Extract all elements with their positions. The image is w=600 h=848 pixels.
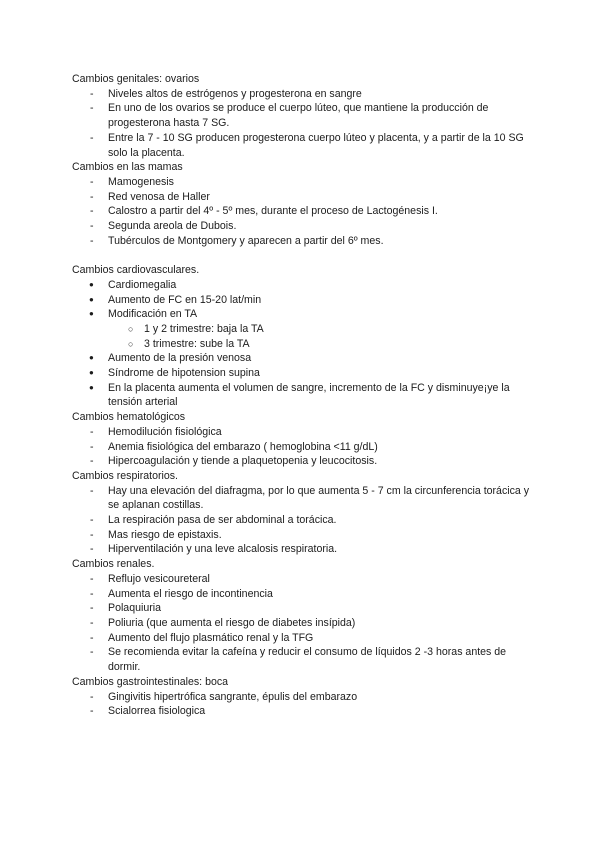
list-item: - Anemia fisiológica del embarazo ( hemoglobina <11 g/dL) [72, 440, 532, 455]
list-item: - Hiperventilación y una leve alcalosis respiratoria. [72, 542, 532, 557]
list-item: - Mas riesgo de epistaxis. [72, 528, 532, 543]
list-item: ● Modificación en TA [72, 307, 532, 322]
list-item: - Polaquiuria [72, 601, 532, 616]
section-heading-genitales: Cambios genitales: ovarios [72, 73, 200, 85]
list-item: ● Cardiomegalia [72, 278, 532, 293]
list-item: - Mamogenesis [72, 175, 532, 190]
list-item: - Tubérculos de Montgomery y aparecen a partir del 6º mes. [72, 234, 532, 249]
list-mamas [72, 175, 532, 249]
section-heading-respiratorios: Cambios respiratorios. [72, 469, 178, 482]
list-item: - Niveles altos de estrógenos y progesterona en sangre [72, 87, 532, 102]
list-item: - Scialorrea fisiologica [72, 704, 532, 719]
document-page [72, 72, 532, 719]
list-item: ● Síndrome de hipotension supina [72, 366, 532, 381]
list-item: - Red venosa de Haller [72, 190, 532, 205]
section-heading-mamas: Cambios en las mamas [72, 161, 183, 174]
section-heading-renales: Cambios renales. [72, 558, 155, 571]
list-item: ● Aumento de la presión venosa [72, 351, 532, 366]
list-item: ● Aumento de FC en 15-20 lat/min [72, 293, 532, 308]
list-gastrointestinales [72, 690, 532, 719]
list-item: - En uno de los ovarios se produce el cuerpo lúteo, que mantiene la producción de progesterona hasta 7 SG. [72, 101, 532, 130]
list-cardiovasculares [72, 278, 532, 322]
list-item: - Calostro a partir del 4º - 5º mes, durante el proceso de Lactogénesis I. [72, 204, 532, 219]
list-item: - Hemodilución fisiológica [72, 425, 532, 440]
list-cardiovasculares-cont [72, 351, 532, 410]
list-item: - Se recomienda evitar la cafeína y reducir el consumo de líquidos 2 -3 horas antes de dormir. [72, 645, 532, 674]
list-hematologicos [72, 425, 532, 469]
list-item: - Gingivitis hipertrófica sangrante, épulis del embarazo [72, 690, 532, 705]
list-item: - Hipercoagulación y tiende a plaquetopenia y leucocitosis. [72, 454, 532, 469]
list-item: - Aumenta el riesgo de incontinencia [72, 587, 532, 602]
section-heading-cardiovasculares: Cambios cardiovasculares. [72, 264, 200, 277]
sub-list-item: ○ 3 trimestre: sube la TA [72, 337, 532, 352]
blank-line [72, 248, 532, 263]
list-item: ● En la placenta aumenta el volumen de sangre, incremento de la FC y disminuye¡ye la tensión arterial [72, 381, 532, 410]
list-item: - Segunda areola de Dubois. [72, 219, 532, 234]
list-item: - Reflujo vesicoureteral [72, 572, 532, 587]
section-heading-gastrointestinales: Cambios gastrointestinales: boca [72, 675, 229, 688]
list-genitales [72, 87, 532, 161]
list-item: - Poliuria (que aumenta el riesgo de diabetes insípida) [72, 616, 532, 631]
list-respiratorios [72, 484, 532, 558]
sublist-ta [72, 322, 532, 351]
list-item: - Entre la 7 - 10 SG producen progesterona cuerpo lúteo y placenta, y a partir de la 10 SG solo la placenta. [72, 131, 532, 160]
list-item: - Hay una elevación del diafragma, por lo que aumenta 5 - 7 cm la circunferencia torácica y se aplanan costillas. [72, 484, 532, 513]
list-renales [72, 572, 532, 675]
list-item: - La respiración pasa de ser abdominal a torácica. [72, 513, 532, 528]
section-heading-hematologicos: Cambios hematológicos [72, 411, 186, 424]
list-item: - Aumento del flujo plasmático renal y la TFG [72, 631, 532, 646]
sub-list-item: ○ 1 y 2 trimestre: baja la TA [72, 322, 532, 337]
